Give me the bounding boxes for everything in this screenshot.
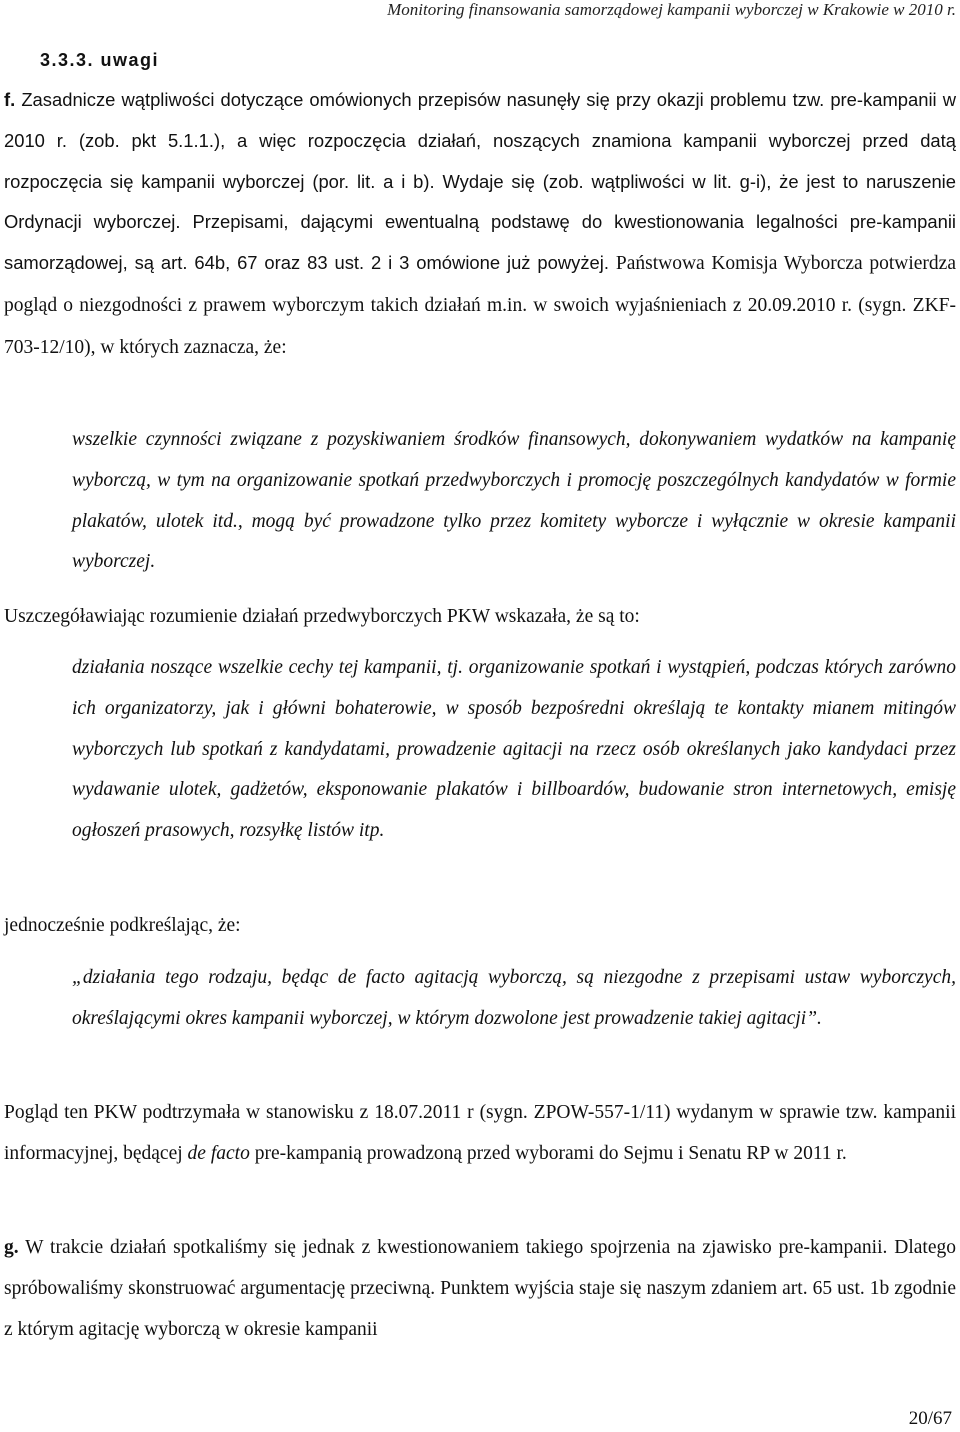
paragraph-4-text: Pogląd ten PKW podtrzymała w stanowisku z 18.07.2011 r (sygn. ZPOW-557-1/11) wydanym w sprawie tzw. kampanii informacyjnej, będącej [4, 1102, 956, 1164]
paragraph-2: Uszczegóławiając rozumienie działań przedwyborczych PKW wskazała, że są to: [4, 606, 640, 627]
paragraph-4-text-2: pre-kampanią prowadzoną przed wyborami do Sejmu i Senatu RP w 2011 r. [254, 1142, 847, 1164]
paragraph-g-text: W trakcie działań spotkaliśmy się jednak z kwestionowaniem takiego spojrzenia na zjawisko pre-kampanii. Dlatego spróbowaliśmy skonstruować argumentację przeciwną. Punktem wyjścia staje się naszym zdaniem art. 65 ust. 1b zgodnie z którym agitację wyborczą w okresie kampanii [4, 1237, 956, 1340]
section-heading: 3.3.3. uwagi [40, 50, 160, 70]
page-number: 20/67 [908, 1408, 952, 1429]
running-header: Monitoring finansowania samorządowej kampanii wyborczej w Krakowie w 2010 r. [387, 0, 956, 19]
paragraph-f-text-2: Państwowa Komisja Wyborcza potwierdza pogląd o niezgodności z prawem wyborczym takich działań m.in. w swoich wyjaśnieniach z 20.09.2010 r. (sygn. ZKF-703-12/10), w których zaznacza, że: [4, 253, 956, 358]
paragraph-4 [4, 1093, 956, 1175]
paragraph-f-text: Zasadnicze wątpliwości dotyczące omówionych przepisów nasunęły się przy okazji problemu tzw. pre-kampanii w 2010 r. (zob. pkt 5.1.1.), a więc rozpoczęcia działań, noszących znamiona kampanii wyborczej przed datą rozpoczęcia się kampanii wyborczej (por. lit. a i b). Wydaje się (zob. wątpliwości w lit. g-i), że jest to naruszenie Ordynacji wyborczej. Przepisami, dającymi ewentualną podstawę do kwestionowania legalności pre-kampanii samorządowej, są art. 64b, 67 oraz 83 ust. 2 i 3 omówione już powyżej. [4, 89, 956, 274]
quote-pkw-1: wszelkie czynności związane z pozyskiwaniem środków finansowych, dokonywaniem wydatków na kampanię wyborczą, w tym na organizowanie spotkań przedwyborczych i promocję poszczególnych kandydatów w formie plakatów, ulotek itd., mogą być prowadzone tylko przez komitety wyborcze i wyłącznie w okresie kampanii wyborczej. [72, 429, 956, 573]
paragraph-f-marker: f. [4, 89, 16, 110]
paragraph-f [4, 80, 956, 369]
quote-pkw-2: działania noszące wszelkie cechy tej kampanii, tj. organizowanie spotkań i wystąpień, podczas których zarówno ich organizatorzy, jak i główni bohaterowie, w sposób bezpośredni określają te kontakty mianem mitingów wyborczych lub spotkań z kandydatami, prowadzenie agitacji na rzecz osób określanych jako kandydaci przez wydawanie ulotek, gadżetów, eksponowanie plakatów i billboardów, budowanie stron internetowych, emisję ogłoszeń prasowych, rozsyłkę listów itp. [72, 657, 956, 842]
paragraph-3: jednocześnie podkreślając, że: [4, 915, 241, 936]
quote-pkw-3: „działania tego rodzaju, będąc de facto agitacją wyborczą, są niezgodne z przepisami ustaw wyborczych, określającymi okres kampanii wyborczej, w którym dozwolone jest prowadzenie takiej agitacji”. [72, 967, 956, 1029]
paragraph-4-italic: de facto [187, 1142, 250, 1164]
paragraph-g [4, 1228, 956, 1350]
paragraph-g-marker: g. [4, 1237, 19, 1258]
